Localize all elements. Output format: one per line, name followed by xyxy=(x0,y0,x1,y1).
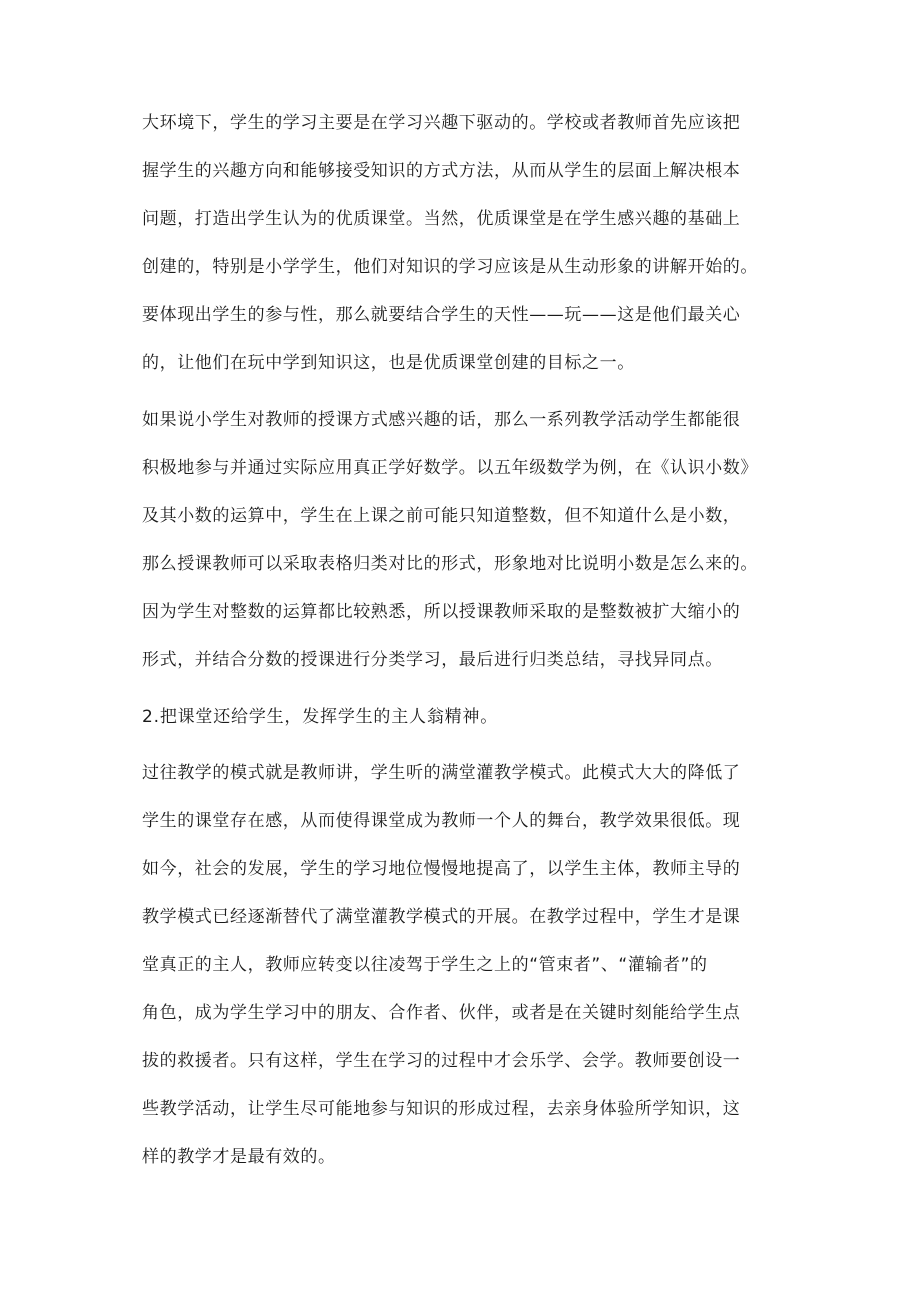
text-line: 握学生的兴趣方向和能够接受知识的方式方法，从而从学生的层面上解决根本 xyxy=(142,161,741,181)
text-line: 教学模式已经逐渐替代了满堂灌教学模式的开展。在教学过程中，学生才是课 xyxy=(142,907,741,927)
text-line: 及其小数的运算中，学生在上课之前可能只知道整数，但不知道什么是小数， xyxy=(142,506,741,526)
text-line: 如今，社会的发展，学生的学习地位慢慢地提高了，以学生主体，教师主导的 xyxy=(142,859,741,879)
text-line: 大环境下，学生的学习主要是在学习兴趣下驱动的。学校或者教师首先应该把 xyxy=(142,113,741,133)
text-line: 些教学活动，让学生尽可能地参与知识的形成过程，去亲身体验所学知识，这 xyxy=(142,1099,741,1119)
text-line: 过往教学的模式就是教师讲，学生听的满堂灌教学模式。此模式大大的降低了 xyxy=(142,763,741,783)
text-line: 创建的，特别是小学学生，他们对知识的学习应该是从生动形象的讲解开始的。 xyxy=(142,257,758,277)
heading-text: 2.把课堂还给学生，发挥学生的主人翁精神。 xyxy=(142,707,499,727)
text-line: 如果说小学生对教师的授课方式感兴趣的话，那么一系列教学活动学生都能很 xyxy=(142,410,741,430)
text-line: 积极地参与并通过实际应用真正学好数学。以五年级数学为例，在《认识小数》 xyxy=(142,458,758,478)
text-line: 那么授课教师可以采取表格归类对比的形式，形象地对比说明小数是怎么来的。 xyxy=(142,554,758,574)
text-line: 形式，并结合分数的授课进行分类学习，最后进行归类总结，寻找异同点。 xyxy=(142,650,723,670)
paragraph-2 xyxy=(142,396,782,684)
text-line: 学生的课堂存在感，从而使得课堂成为教师一个人的舞台，教学效果很低。现 xyxy=(142,811,741,831)
section-heading xyxy=(142,693,782,741)
text-line: 的，让他们在玩中学到知识这，也是优质课堂创建的目标之一。 xyxy=(142,353,635,373)
text-line: 角色，成为学生学习中的朋友、合作者、伙伴，或者是在关键时刻能给学生点 xyxy=(142,1003,741,1023)
text-line: 样的教学才是最有效的。 xyxy=(142,1147,336,1167)
text-line: 堂真正的主人，教师应转变以往凌驾于学生之上的“管束者”、“灌输者”的 xyxy=(142,955,708,975)
text-line: 问题，打造出学生认为的优质课堂。当然，优质课堂是在学生感兴趣的基础上 xyxy=(142,209,741,229)
text-line: 要体现出学生的参与性，那么就要结合学生的天性——玩——这是他们最关心 xyxy=(142,305,741,325)
text-line: 因为学生对整数的运算都比较熟悉，所以授课教师采取的是整数被扩大缩小的 xyxy=(142,602,741,622)
paragraph-1 xyxy=(142,99,782,387)
text-line: 拔的救援者。只有这样，学生在学习的过程中才会乐学、会学。教师要创设一 xyxy=(142,1051,741,1071)
paragraph-3 xyxy=(142,749,782,1181)
